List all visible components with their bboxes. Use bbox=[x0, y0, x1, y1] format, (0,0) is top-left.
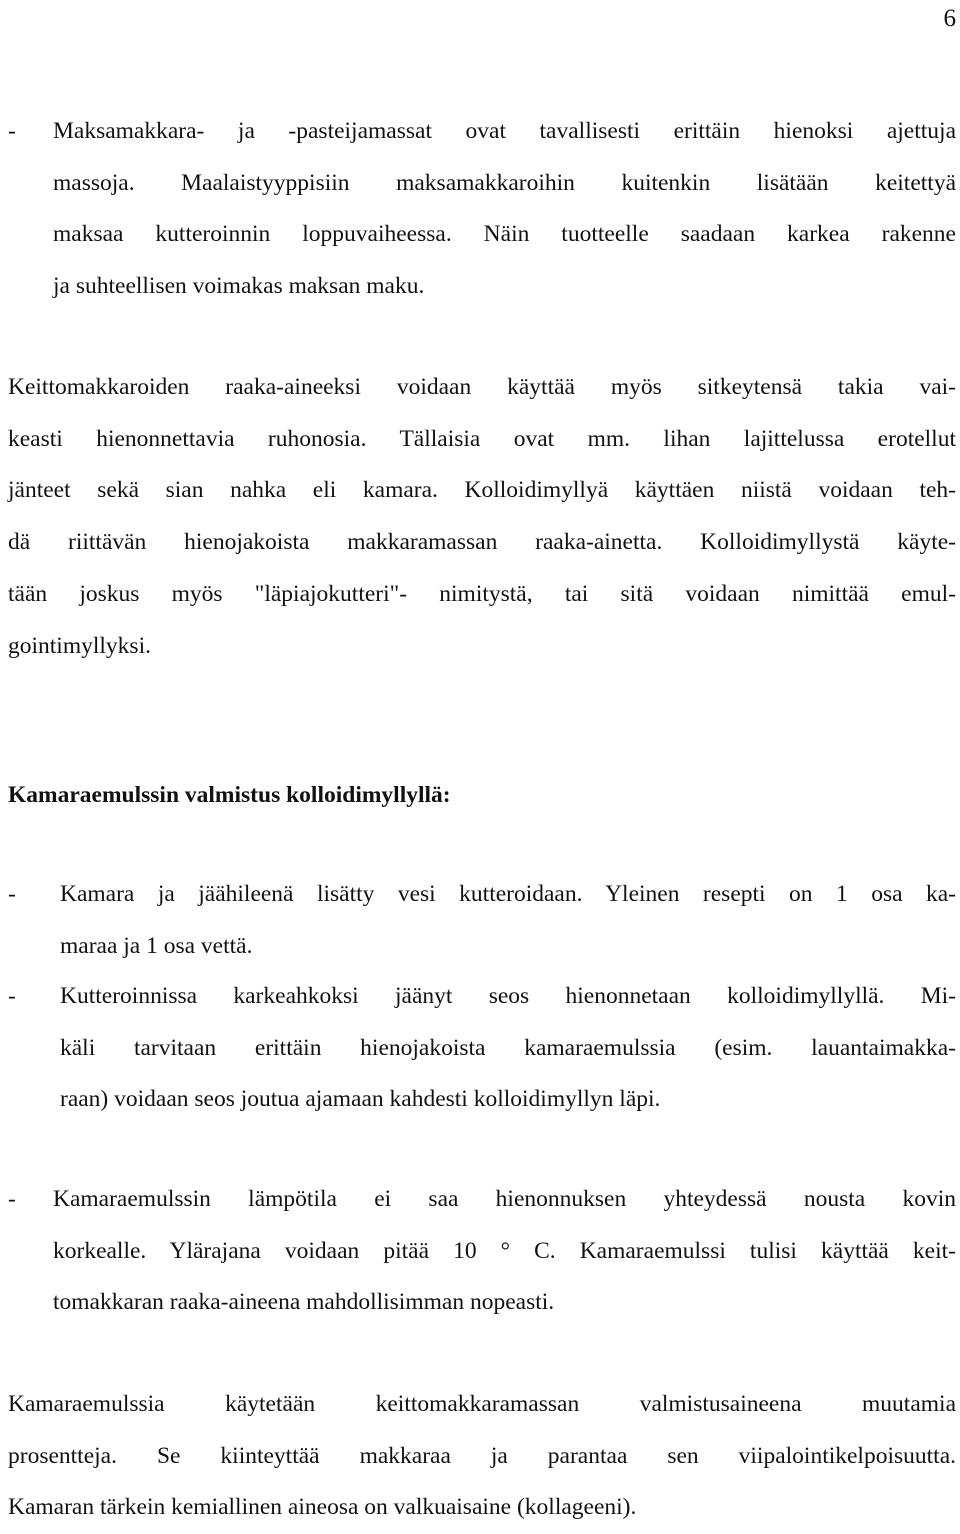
bullet-item-rind-cutting bbox=[60, 869, 956, 972]
text-line: Kamaraemulssia käytetään keittomakkaramassan valmistusaineena muutamia bbox=[8, 1391, 956, 1417]
bullet-dash: - bbox=[8, 881, 16, 907]
text-line: dä riittävän hienojakoista makkaramassan raaka-ainetta. Kolloidimyllystä käyte- bbox=[8, 529, 956, 556]
text-line: Kamaran tärkein kemiallinen aineosa on valkuaisaine (kollageeni). bbox=[8, 1494, 637, 1521]
text-line: Kamaraemulssin lämpötila ei saa hienonnuksen yhteydessä nousta kovin bbox=[53, 1186, 956, 1212]
bullet-dash: - bbox=[8, 118, 16, 144]
bullet-dash: - bbox=[8, 1186, 16, 1212]
section-heading: Kamaraemulssin valmistus kolloidimyllyllä: bbox=[8, 782, 451, 808]
paragraph-cooked-sausage bbox=[8, 362, 956, 672]
text-line: ja suhteellisen voimakas maksan maku. bbox=[53, 273, 425, 300]
text-line: tään joskus myös "läpiajokutteri"- nimitystä, tai sitä voidaan nimittää emul- bbox=[8, 580, 956, 607]
text-line: Kutteroinnissa karkeahkoksi jäänyt seos hienonnetaan kolloidimyllyllä. Mi- bbox=[60, 983, 956, 1009]
bullet-item-liver-sausage bbox=[53, 106, 956, 313]
bullet-item-colloid-mill bbox=[60, 971, 956, 1126]
text-line: Kamara ja jäähileenä lisätty vesi kutteroidaan. Yleinen resepti on 1 osa ka- bbox=[60, 881, 956, 907]
bullet-dash: - bbox=[8, 983, 16, 1009]
text-line: gointimyllyksi. bbox=[8, 632, 151, 659]
text-line: raan) voidaan seos joutua ajamaan kahdesti kolloidimyllyn läpi. bbox=[60, 1086, 661, 1113]
bullet-item-temperature bbox=[53, 1174, 956, 1329]
text-line: Keittomakkaroiden raaka-aineeksi voidaan käyttää myös sitkeytensä takia vai- bbox=[8, 374, 956, 400]
text-line: maraa ja 1 osa vettä. bbox=[60, 932, 253, 959]
text-line: jänteet sekä sian nahka eli kamara. Kolloidimyllyä käyttäen niistä voidaan teh- bbox=[8, 477, 956, 504]
text-line: maksaa kutteroinnin loppuvaiheessa. Näin tuotteelle saadaan karkea rakenne bbox=[53, 221, 956, 248]
text-line: käli tarvitaan erittäin hienojakoista kamaraemulssia (esim. lauantaimakka- bbox=[60, 1034, 956, 1061]
text-line: Maksamakkara- ja -pasteijamassat ovat tavallisesti erittäin hienoksi ajettuja bbox=[53, 118, 956, 144]
page-number: 6 bbox=[943, 5, 956, 32]
text-line: tomakkaran raaka-aineena mahdollisimman nopeasti. bbox=[53, 1289, 555, 1316]
text-line: keasti hienonnettavia ruhonosia. Tällaisia ovat mm. lihan lajittelussa erotellut bbox=[8, 425, 956, 452]
text-line: korkealle. Ylärajana voidaan pitää 10 ° C. Kamaraemulssi tulisi käyttää keit- bbox=[53, 1237, 956, 1264]
text-line: massoja. Maalaistyyppisiin maksamakkaroihin kuitenkin lisätään keitettyä bbox=[53, 169, 956, 196]
text-line: prosentteja. Se kiinteyttää makkaraa ja parantaa sen viipalointikelpoisuutta. bbox=[8, 1442, 956, 1469]
paragraph-rind-emulsion-use bbox=[8, 1379, 956, 1534]
